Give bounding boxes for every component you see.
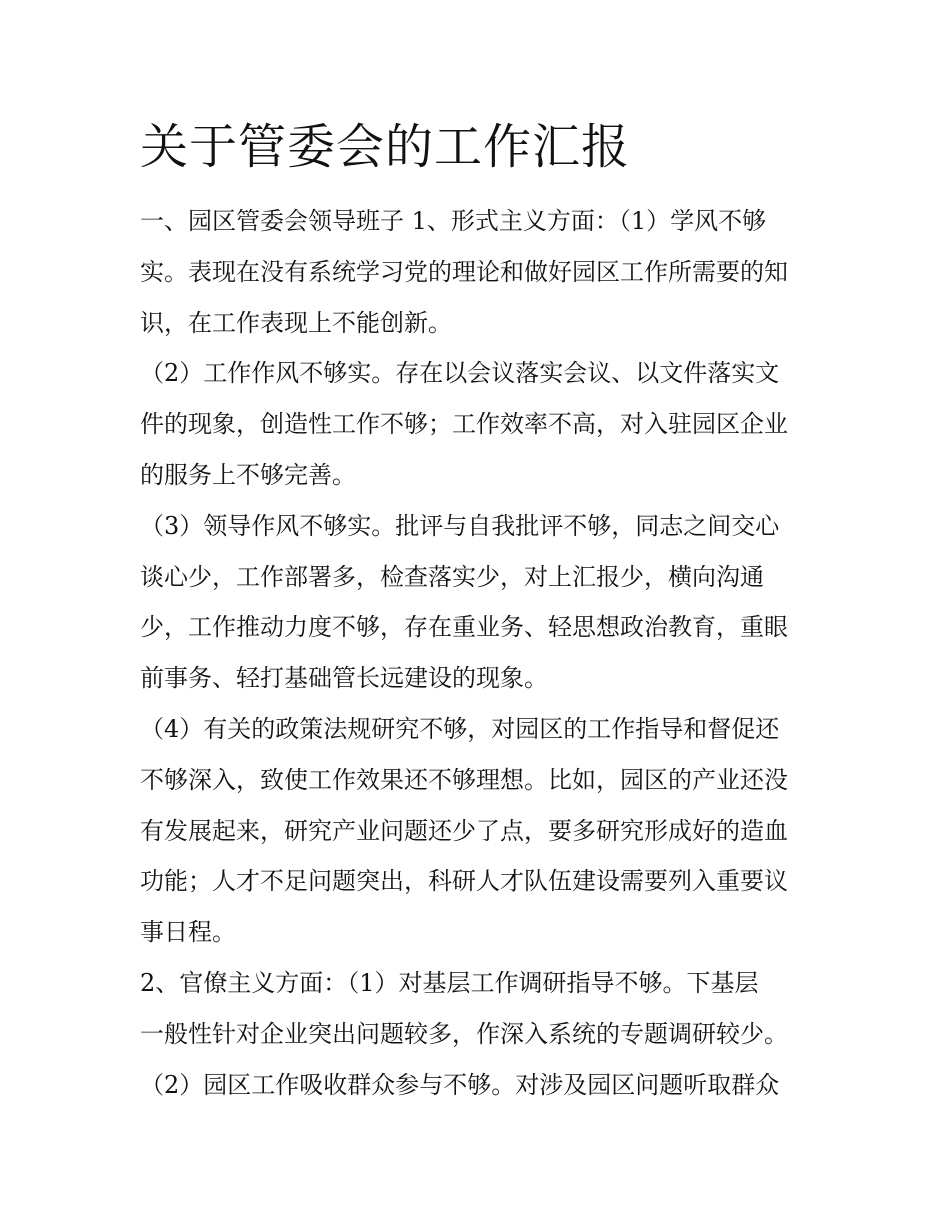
text-line: 有发展起来，研究产业问题还少了点，要多研究形成好的造血 (140, 816, 788, 845)
text-line: 识，在工作表现上不能创新。 (140, 308, 452, 337)
text-line: 少，工作推动力度不够，存在重业务、轻思想政治教育，重眼 (140, 613, 788, 642)
text-line: 一、园区管委会领导班子 1、形式主义方面：（1）学风不够 (140, 207, 767, 235)
text-line: 2、官僚主义方面：（1）对基层工作调研指导不够。下基层 (140, 968, 759, 997)
text-line: 事日程。 (140, 918, 236, 947)
text-line: 功能；人才不足问题突出，科研人才队伍建设需要列入重要议 (140, 867, 788, 896)
document-title: 关于管委会的工作汇报 (140, 119, 631, 175)
text-line: 实。表现在没有系统学习党的理论和做好园区工作所需要的知 (140, 257, 788, 286)
text-line: 谈心少，工作部署多，检查落实少，对上汇报少，横向沟通 (140, 562, 764, 591)
text-line: 一般性针对企业突出问题较多，作深入系统的专题调研较少。 (140, 1019, 788, 1048)
text-line: 件的现象，创造性工作不够；工作效率不高，对入驻园区企业 (140, 410, 788, 439)
text-line: （2）工作作风不够实。存在以会议落实会议、以文件落实文 (140, 359, 780, 388)
text-line: （4）有关的政策法规研究不够，对园区的工作指导和督促还 (140, 714, 780, 743)
text-line: （2）园区工作吸收群众参与不够。对涉及园区问题听取群众 (140, 1070, 780, 1099)
text-line: 前事务、轻打基础管长远建设的现象。 (140, 664, 548, 693)
text-line: （3）领导作风不够实。批评与自我批评不够，同志之间交心 (140, 511, 780, 540)
document-body (140, 196, 812, 1110)
text-line: 的服务上不够完善。 (140, 460, 356, 489)
text-line: 不够深入，致使工作效果还不够理想。比如，园区的产业还没 (140, 765, 788, 794)
